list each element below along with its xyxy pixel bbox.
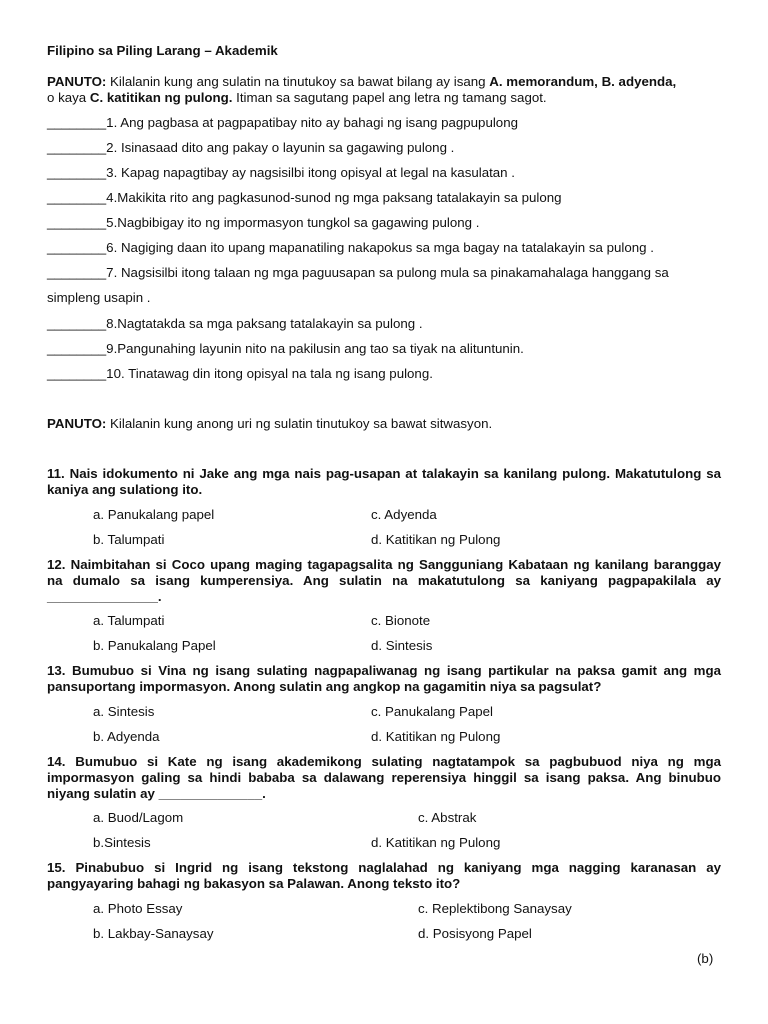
page-label: (b) — [697, 951, 714, 966]
item-text: 2. Isinasaad dito ang pakay o layunin sa gagawing pulong . — [106, 140, 455, 155]
option-d[interactable]: d. Katitikan ng Pulong — [371, 532, 501, 547]
item-text: 4.Makikita rito ang pagkasunod-sunod ng mga paksang tatalakayin sa pulong — [106, 190, 562, 205]
panuto2-text: Kilalanin kung anong uri ng sulatin tinutukoy sa bawat sitwasyon. — [106, 416, 493, 431]
question-12: 12. Naimbitahan si Coco upang maging tagapagsalita ng Sangguniang Kabataan ng kanilang baranggay na dumalo sa isang kumperensiya. Ang sulatin na makatutulong sa kaniyang pagpapakilala ay _______________. — [47, 557, 721, 604]
option-d[interactable]: d. Katitikan ng Pulong — [371, 835, 501, 850]
item-1 — [47, 115, 518, 131]
option-c[interactable]: c. Replektibong Sanaysay — [418, 901, 572, 916]
option-d[interactable]: d. Katitikan ng Pulong — [371, 729, 501, 744]
answer-blank[interactable]: ________ — [47, 316, 107, 331]
question-14: 14. Bumubuo si Kate ng isang akademikong sulating nagtatampok sa pagbubuod niya ng mga impormasyon galing sa hindi bababa sa dalawang reperensiya hinggil sa isang paksa. Ang binubuo niyang sulatin ay ______________. — [47, 754, 721, 801]
option-b[interactable]: b. Panukalang Papel — [93, 638, 216, 653]
panuto2-label: PANUTO: — [47, 416, 107, 431]
panuto1-text1: Kilalanin kung ang sulatin na tinutukoy sa bawat bilang ay isang — [106, 74, 490, 89]
panuto1-line1 — [47, 74, 676, 90]
answer-blank[interactable]: ________ — [47, 190, 107, 205]
question-11: 11. Nais idokumento ni Jake ang mga nais pag-usapan at talakayin sa kanilang pulong. Makatutulong sa kaniya ang sulationg ito. — [47, 466, 721, 497]
option-a[interactable]: a. Panukalang papel — [93, 507, 215, 522]
answer-blank[interactable]: ________ — [47, 215, 107, 230]
option-d[interactable]: d. Posisyong Papel — [418, 926, 532, 941]
item-3 — [47, 165, 515, 181]
item-text: 8.Nagtatakda sa mga paksang tatalakayin sa pulong . — [106, 316, 423, 331]
panuto1-option-c: C. katitikan ng pulong. — [89, 90, 233, 105]
answer-blank[interactable]: ________ — [47, 140, 107, 155]
panuto1-line2 — [47, 90, 547, 106]
option-a[interactable]: a. Sintesis — [93, 704, 155, 719]
option-b[interactable]: b. Talumpati — [93, 532, 165, 547]
option-c[interactable]: c. Bionote — [371, 613, 431, 628]
item-7 — [47, 265, 669, 281]
option-b[interactable]: b.Sintesis — [93, 835, 151, 850]
option-d[interactable]: d. Sintesis — [371, 638, 433, 653]
item-6 — [47, 240, 654, 256]
option-a[interactable]: a. Buod/Lagom — [93, 810, 184, 825]
answer-blank[interactable]: ________ — [47, 341, 107, 356]
answer-blank[interactable]: ________ — [47, 366, 107, 381]
item-text: 6. Nagiging daan ito upang mapanatiling nakapokus sa mga bagay na tatalakayin sa pulong . — [106, 240, 654, 255]
option-a[interactable]: a. Talumpati — [93, 613, 165, 628]
option-c[interactable]: c. Panukalang Papel — [371, 704, 493, 719]
panuto1-options: A. memorandum, B. adyenda, — [489, 74, 677, 89]
item-text: 1. Ang pagbasa at pagpapatibay nito ay bahagi ng isang pagpupulong — [106, 115, 518, 130]
option-c[interactable]: c. Adyenda — [371, 507, 437, 522]
answer-blank[interactable]: ________ — [47, 165, 107, 180]
answer-blank[interactable]: ________ — [47, 265, 107, 280]
item-7-continuation: simpleng usapin . — [47, 290, 151, 305]
option-a[interactable]: a. Photo Essay — [93, 901, 183, 916]
item-text: 7. Nagsisilbi itong talaan ng mga paguusapan sa pulong mula sa pinakamahalaga hanggang sa — [106, 265, 669, 280]
panuto1-text2: o kaya — [47, 90, 90, 105]
question-15: 15. Pinabubuo si Ingrid ng isang tekstong naglalahad ng kaniyang mga nagging karanasan ay pangyayaring bahagi ng bakasyon sa Palawan. Anong teksto ito? — [47, 860, 721, 891]
panuto1-text3: Itiman sa sagutang papel ang letra ng tamang sagot. — [232, 90, 547, 105]
document-title: Filipino sa Piling Larang – Akademik — [47, 43, 278, 58]
item-5 — [47, 215, 479, 231]
item-text: 3. Kapag napagtibay ay nagsisilbi itong opisyal at legal na kasulatan . — [106, 165, 515, 180]
item-4 — [47, 190, 562, 206]
item-text: 5.Nagbibigay ito ng impormasyon tungkol sa gagawing pulong . — [106, 215, 480, 230]
item-8 — [47, 316, 423, 332]
item-text: 9.Pangunahing layunin nito na pakilusin ang tao sa tiyak na alituntunin. — [106, 341, 524, 356]
option-b[interactable]: b. Adyenda — [93, 729, 160, 744]
option-c[interactable]: c. Abstrak — [418, 810, 477, 825]
panuto2 — [47, 416, 492, 432]
question-13: 13. Bumubuo si Vina ng isang sulating nagpapaliwanag ng isang partikular na paksa gamit ang mga pansuportang impormasyon. Anong sulatin ang angkop na gagamitin niya sa pagsulat? — [47, 663, 721, 694]
item-9 — [47, 341, 524, 357]
item-text: 10. Tinatawag din itong opisyal na tala ng isang pulong. — [106, 366, 433, 381]
option-b[interactable]: b. Lakbay-Sanaysay — [93, 926, 214, 941]
answer-blank[interactable]: ________ — [47, 115, 107, 130]
item-10 — [47, 366, 433, 382]
answer-blank[interactable]: ________ — [47, 240, 107, 255]
panuto1-label: PANUTO: — [47, 74, 107, 89]
item-2 — [47, 140, 454, 156]
